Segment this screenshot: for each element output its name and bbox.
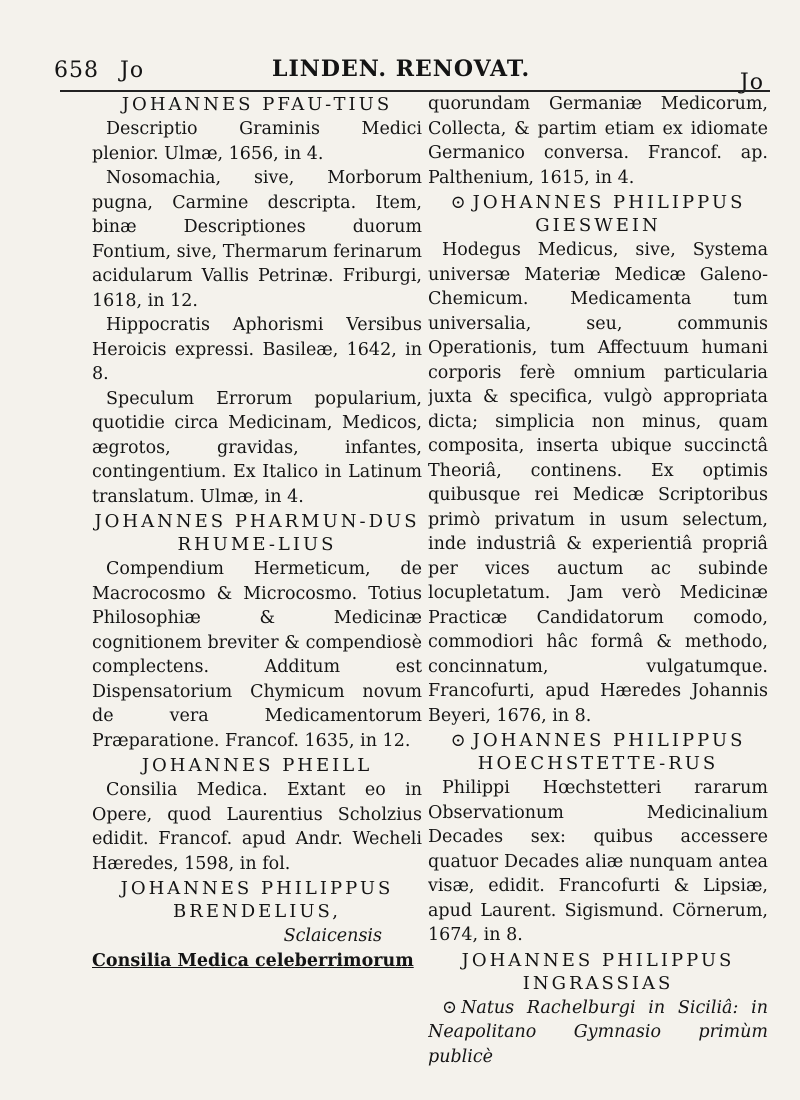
circle-mark-icon: ⊙: [450, 730, 469, 751]
entry-heading-rhumelius: JOHANNES PHARMUN-DUS RHUME-LIUS: [94, 511, 420, 555]
right-catchword: Jo: [739, 70, 764, 95]
left-catchword: Jo: [120, 58, 145, 83]
entry-text: Speculum Errorum popularium, quotidie circa Medicinam, Medicos, ægrotos, gravidas, infantes, contingentium. Ex Italico in Latinum translatum. Ulmæ, in 4.: [92, 388, 422, 507]
entry-text-continued: quorundam Germaniæ Medicorum, Collecta, & partim etiam ex idiomate Germanico conversa. Francof. ap. Palthenium, 1615, in 4.: [428, 94, 768, 188]
running-title: LINDEN. RENOVAT.: [272, 56, 531, 82]
right-column: [428, 92, 768, 1092]
entry-origin: Sclaicensis: [283, 926, 382, 946]
heading-text: JOHANNES PHILIPPUS GIESWEIN: [472, 192, 746, 236]
entry-heading-pfautius: JOHANNES PFAU-TIUS: [121, 94, 393, 115]
running-header: [50, 52, 770, 95]
circle-mark-icon: ⊙: [450, 192, 469, 213]
entry-text: Compendium Hermeticum, de Macrocosmo & Microcosmo. Totius Philosophiæ & Medicinæ cognitionem breviter & compendiosè complectens. Additum est Dispensatorium Chymicum novum de vera Medicamentorum Præparatione. Francof. 1635, in 12.: [92, 559, 422, 751]
left-column: [92, 92, 422, 1092]
entry-text: Nosomachia, sive, Morborum pugna, Carmine descripta. Item, binæ Descriptiones duorum Fontium, sive, Thermarum ferinarum acidularum Vallis Petrinæ. Friburgi, 1618, in 12.: [92, 168, 422, 311]
entry-text: Descriptio Graminis Medici plenior. Ulmæ, 1656, in 4.: [92, 119, 422, 164]
entry-text: Hippocratis Aphorismi Versibus Heroicis expressi. Basileæ, 1642, in 8.: [92, 315, 422, 384]
page-number: 658: [54, 58, 99, 83]
entry-text: Consilia Medica. Extant eo in Opere, quod Laurentius Scholzius edidit. Francof. apud Andr. Wecheli Hæredes, 1598, in fol.: [92, 780, 422, 874]
entry-text: Philippi Hœchstetteri rararum Observationum Medicinalium Decades sex: quibus accessere quatuor Decades aliæ nunquam antea visæ, edidit. Francofurti & Lipsiæ, apud Laurent. Sigismund. Cörnerum, 1674, in 8.: [428, 778, 768, 945]
entry-heading-hoechstetterus: [428, 729, 768, 775]
entry-heading-gieswein: [428, 191, 768, 237]
entry-heading-ingrassias: JOHANNES PHILIPPUS INGRASSIAS: [461, 949, 735, 994]
entry-text: Consilia Medica celeberrimorum: [92, 950, 414, 971]
circle-mark-icon: ⊙: [442, 996, 458, 1018]
entry-heading-pheill: JOHANNES PHEILL: [141, 755, 373, 776]
heading-text: JOHANNES PHILIPPUS HOECHSTETTE-RUS: [472, 730, 746, 774]
entry-text: Hodegus Medicus, sive, Systema universæ Materiæ Medicæ Galeno-Chemicum. Medicamenta tum universalia, seu, communis Operationis, tum Affectuum humani corporis ferè omnium particularia juxta & specifica, vulgò appropriata dicta; simplicia non minus, quam composita, inserta ubique succinctâ Theoriâ, continens. Ex optimis quibusque rei Medicæ Scriptoribus primò privatum in usum selectum, inde industriâ & experientiâ propriâ per vices auctum ac subinde locupletatum. Jam verò Medicinæ Practicæ Candidatorum comodo, commodiori hâc formâ & methodo, concinnatum, vulgatumque. Francofurti, apud Hæredes Johannis Beyeri, 1676, in 8.: [428, 240, 768, 726]
entry-text-body: Natus Rachelburgi in Siciliâ: in Neapolitano Gymnasio primùm publicè: [428, 997, 768, 1067]
entry-heading-brendelius: JOHANNES PHILIPPUS BRENDELIUS,: [120, 878, 394, 922]
entry-text: [428, 996, 768, 1070]
